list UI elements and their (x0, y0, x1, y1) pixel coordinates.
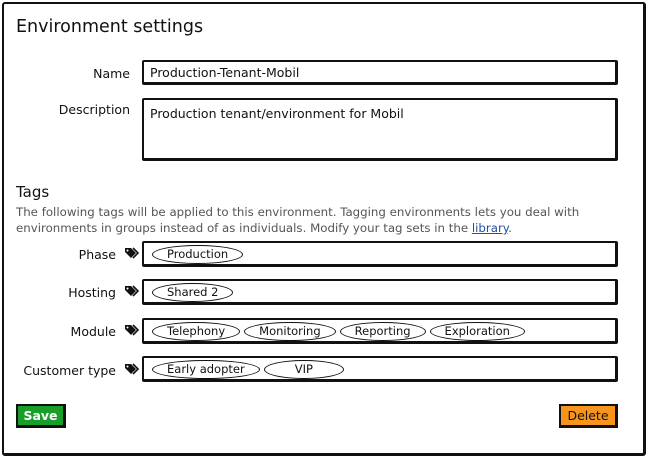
tag-chip-production[interactable]: Production (152, 245, 243, 264)
tag-icon (124, 363, 140, 375)
description-textarea[interactable] (142, 98, 618, 161)
tag-chip-monitoring[interactable]: Monitoring (244, 322, 336, 341)
name-label: Name (93, 66, 130, 81)
tags-heading: Tags (16, 183, 50, 201)
phase-label: Phase (78, 247, 116, 262)
library-link[interactable]: library (471, 221, 509, 235)
description-value: Production tenant/environment for Mobil (150, 106, 404, 121)
customer-type-label: Customer type (23, 363, 116, 378)
module-tag-field[interactable] (142, 318, 618, 344)
hosting-tag-field[interactable] (142, 279, 618, 305)
tag-chip-vip[interactable]: VIP (264, 360, 344, 379)
delete-button[interactable]: Delete (559, 404, 618, 428)
phase-tag-field[interactable] (142, 241, 618, 267)
description-label: Description (58, 102, 130, 117)
name-input[interactable] (142, 60, 618, 85)
customer-type-tag-field[interactable] (142, 356, 618, 382)
tag-icon (124, 285, 140, 297)
tags-description: The following tags will be applied to this environment. Tagging environments lets you deal with environments in groups instead of as individuals. Modify your tag sets in the library. (16, 205, 580, 235)
tag-icon (124, 324, 140, 336)
tag-chip-telephony[interactable]: Telephony (152, 322, 240, 341)
name-value: Production-Tenant-Mobil (150, 65, 300, 80)
page-title: Environment settings (16, 17, 204, 37)
tag-chip-early-adopter[interactable]: Early adopter (152, 360, 260, 379)
tag-icon (124, 247, 140, 259)
hosting-label: Hosting (68, 285, 116, 300)
tag-chip-exploration[interactable]: Exploration (430, 322, 525, 341)
save-button[interactable]: Save (16, 404, 66, 428)
module-label: Module (70, 324, 116, 339)
tag-chip-shared-2[interactable]: Shared 2 (152, 283, 233, 302)
tag-chip-reporting[interactable]: Reporting (340, 322, 426, 341)
